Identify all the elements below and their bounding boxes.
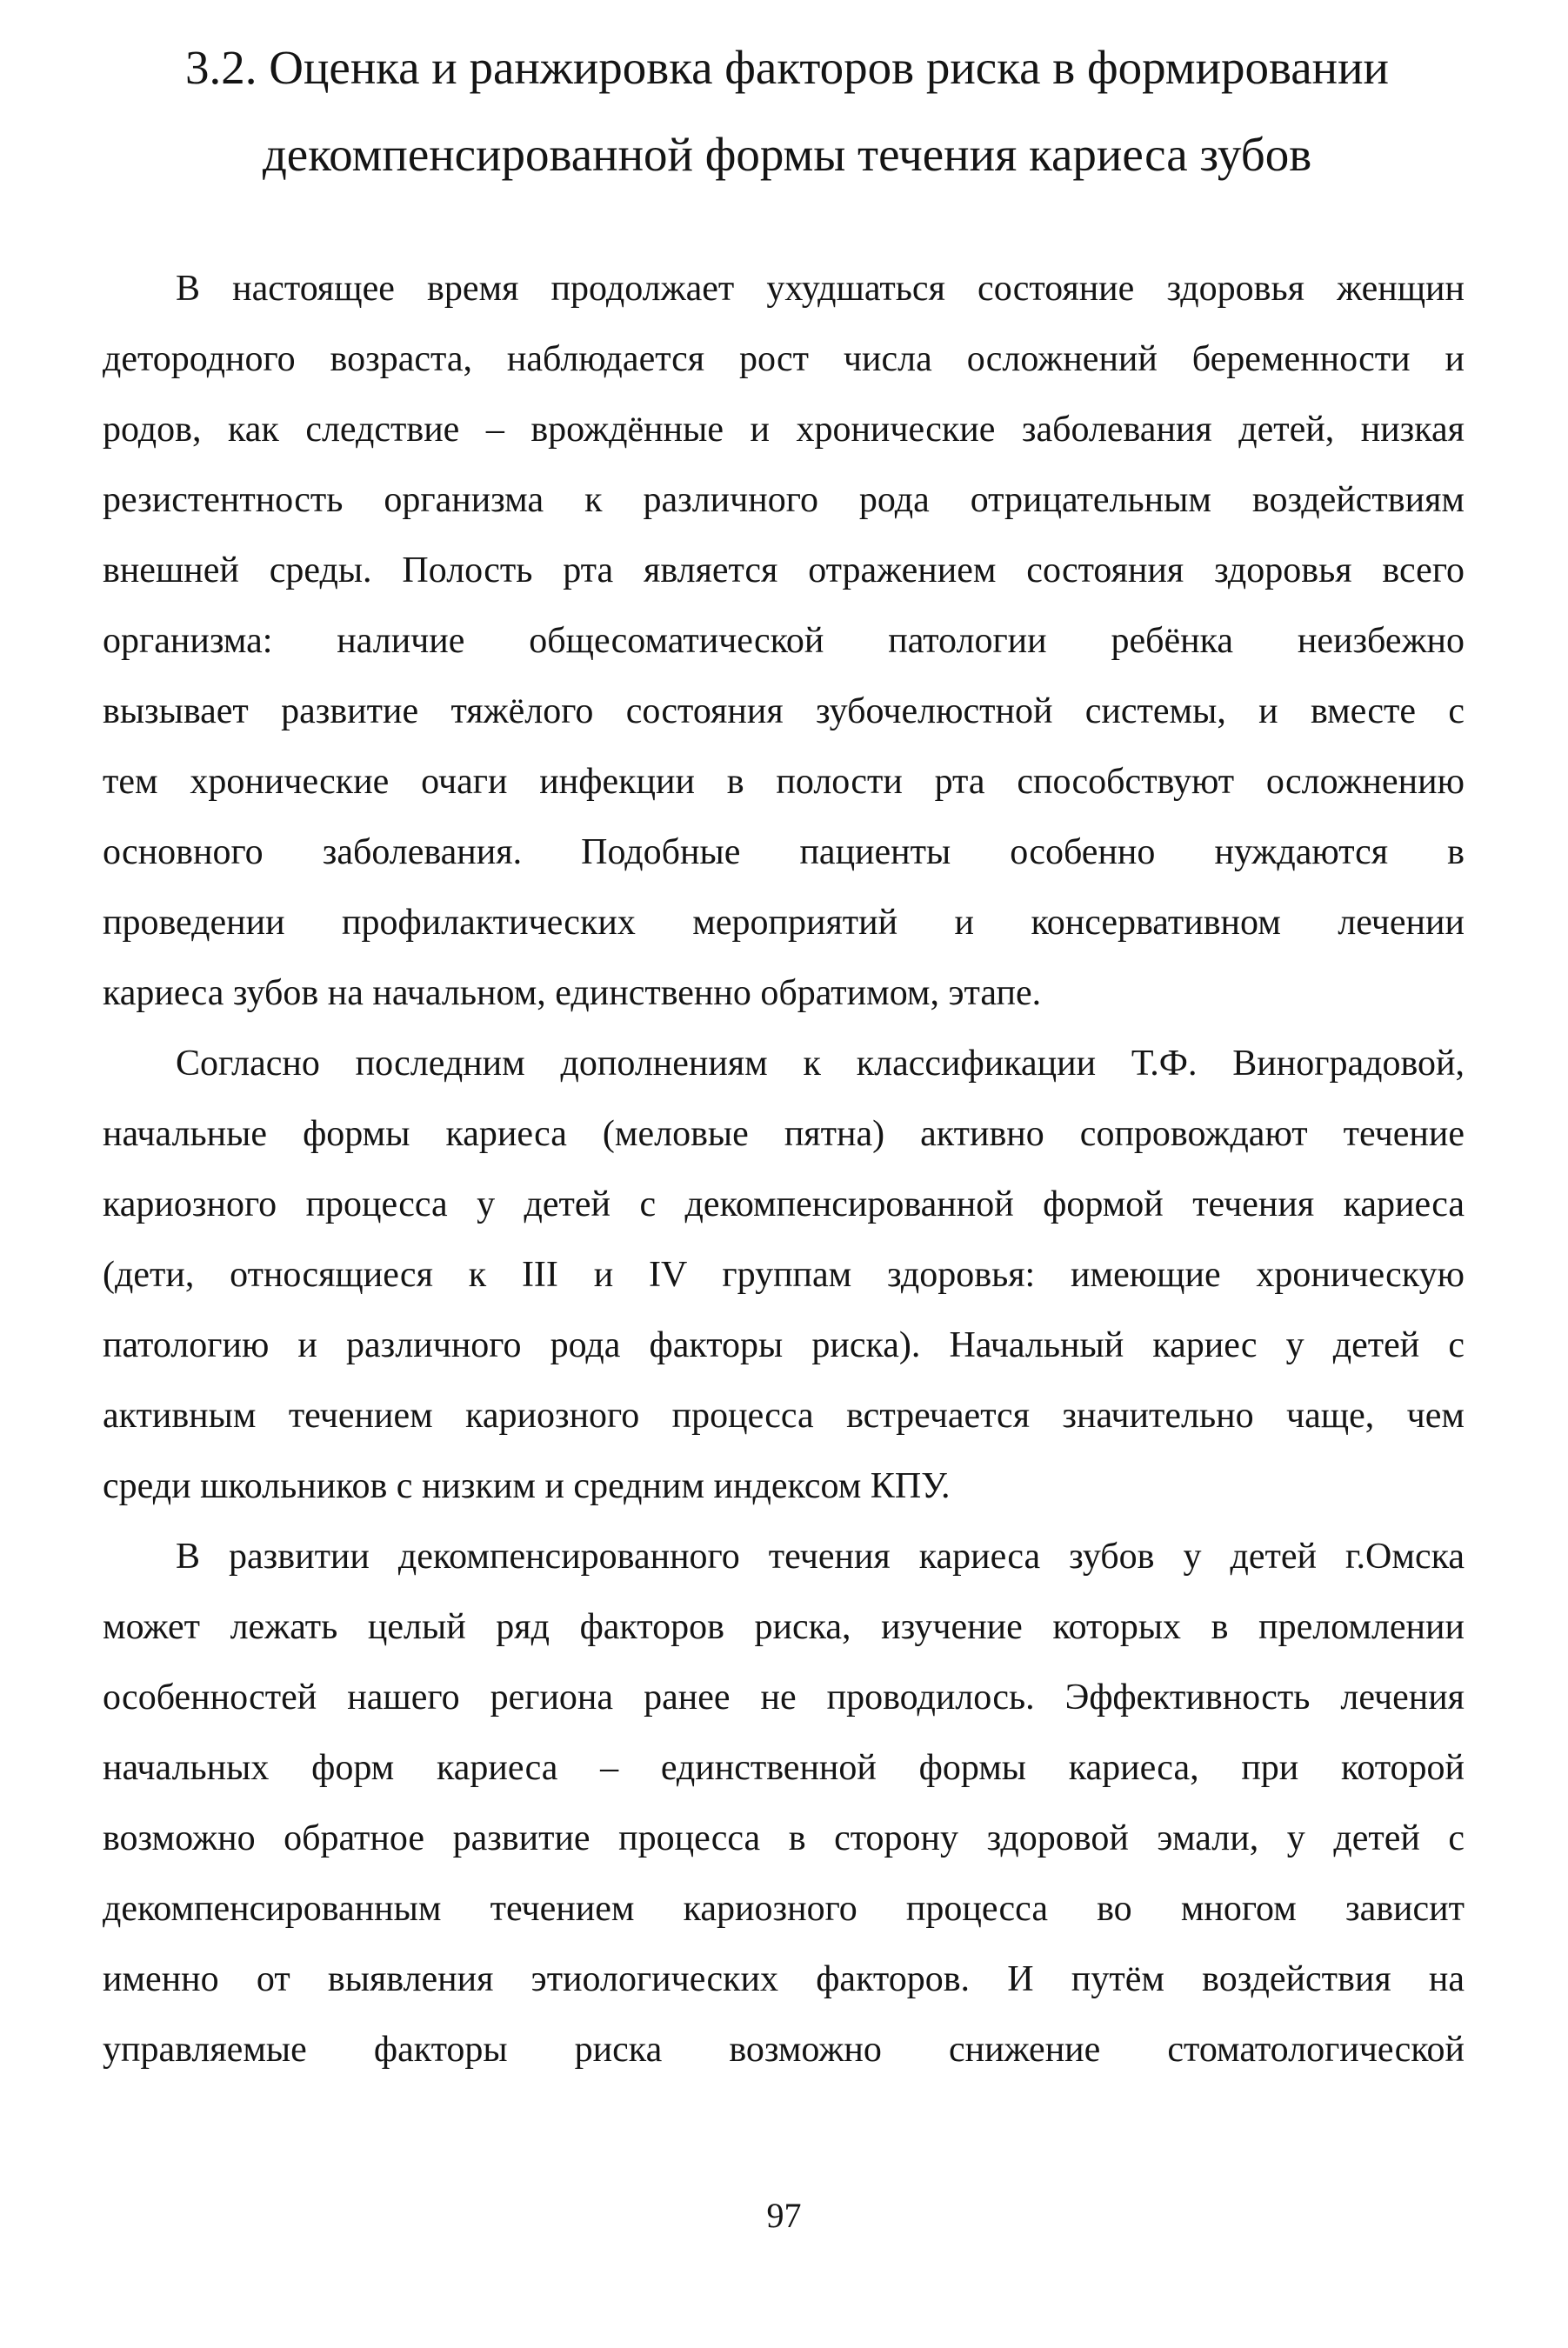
text-line: управляемые факторы риска возможно снижение стоматологической — [103, 2030, 1465, 2070]
text-line: может лежать целый ряд факторов риска, изучение которых в преломлении — [103, 1607, 1465, 1647]
text-line: тем хронические очаги инфекции в полости рта способствуют осложнению — [103, 762, 1465, 802]
text-line: Согласно последним дополнениям к классификации Т.Ф. Виноградовой, — [176, 1044, 1465, 1084]
paragraph-1 — [103, 254, 1465, 1029]
text-line: возможно обратное развитие процесса в сторону здоровой эмали, у детей с — [103, 1818, 1465, 1858]
text-line: В развитии декомпенсированного течения кариеса зубов у детей г.Омска — [176, 1537, 1465, 1577]
text-line: В настоящее время продолжает ухудшаться состояние здоровья женщин — [176, 269, 1465, 309]
page-number: 97 — [766, 2196, 802, 2235]
text-line: декомпенсированным течением кариозного процесса во многом зависит — [103, 1889, 1465, 1929]
body-text — [103, 254, 1465, 2085]
text-line: активным течением кариозного процесса встречается значительно чаще, чем — [103, 1396, 1465, 1436]
text-line: проведении профилактических мероприятий и консервативном лечении — [103, 903, 1465, 943]
heading-line-1: 3.2. Оценка и ранжировка факторов риска в формировании — [185, 41, 1389, 94]
section-heading — [113, 24, 1461, 198]
text-line: вызывает развитие тяжёлого состояния зубочелюстной системы, и вместе с — [103, 691, 1465, 731]
text-line: кариеса зубов на начальном, единственно обратимом, этапе. — [103, 973, 1042, 1013]
paragraph-2 — [103, 1029, 1465, 1522]
text-line: детородного возраста, наблюдается рост числа осложнений беременности и — [103, 339, 1465, 379]
paragraph-3 — [103, 1522, 1465, 2085]
text-line: родов, как следствие – врождённые и хронические заболевания детей, низкая — [103, 410, 1465, 450]
text-line: основного заболевания. Подобные пациенты особенно нуждаются в — [103, 832, 1465, 872]
text-line: резистентность организма к различного рода отрицательным воздействиям — [103, 480, 1465, 520]
text-line: организма: наличие общесоматической патологии ребёнка неизбежно — [103, 621, 1465, 661]
text-line: среди школьников с низким и средним индексом КПУ. — [103, 1466, 951, 1506]
text-line: особенностей нашего региона ранее не проводилось. Эффективность лечения — [103, 1678, 1465, 1718]
text-line: начальных форм кариеса – единственной формы кариеса, при которой — [103, 1748, 1465, 1788]
text-line: (дети, относящиеся к III и IV группам здоровья: имеющие хроническую — [103, 1255, 1465, 1295]
text-line: внешней среды. Полость рта является отражением состояния здоровья всего — [103, 550, 1465, 590]
text-line: именно от выявления этиологических факторов. И путём воздействия на — [103, 1959, 1465, 1999]
text-line: кариозного процесса у детей с декомпенсированной формой течения кариеса — [103, 1184, 1465, 1224]
heading-line-2: декомпенсированной формы течения кариеса зубов — [262, 128, 1312, 181]
text-line: патологию и различного рода факторы риска). Начальный кариес у детей с — [103, 1325, 1465, 1365]
text-line: начальные формы кариеса (меловые пятна) активно сопровождают течение — [103, 1114, 1465, 1154]
